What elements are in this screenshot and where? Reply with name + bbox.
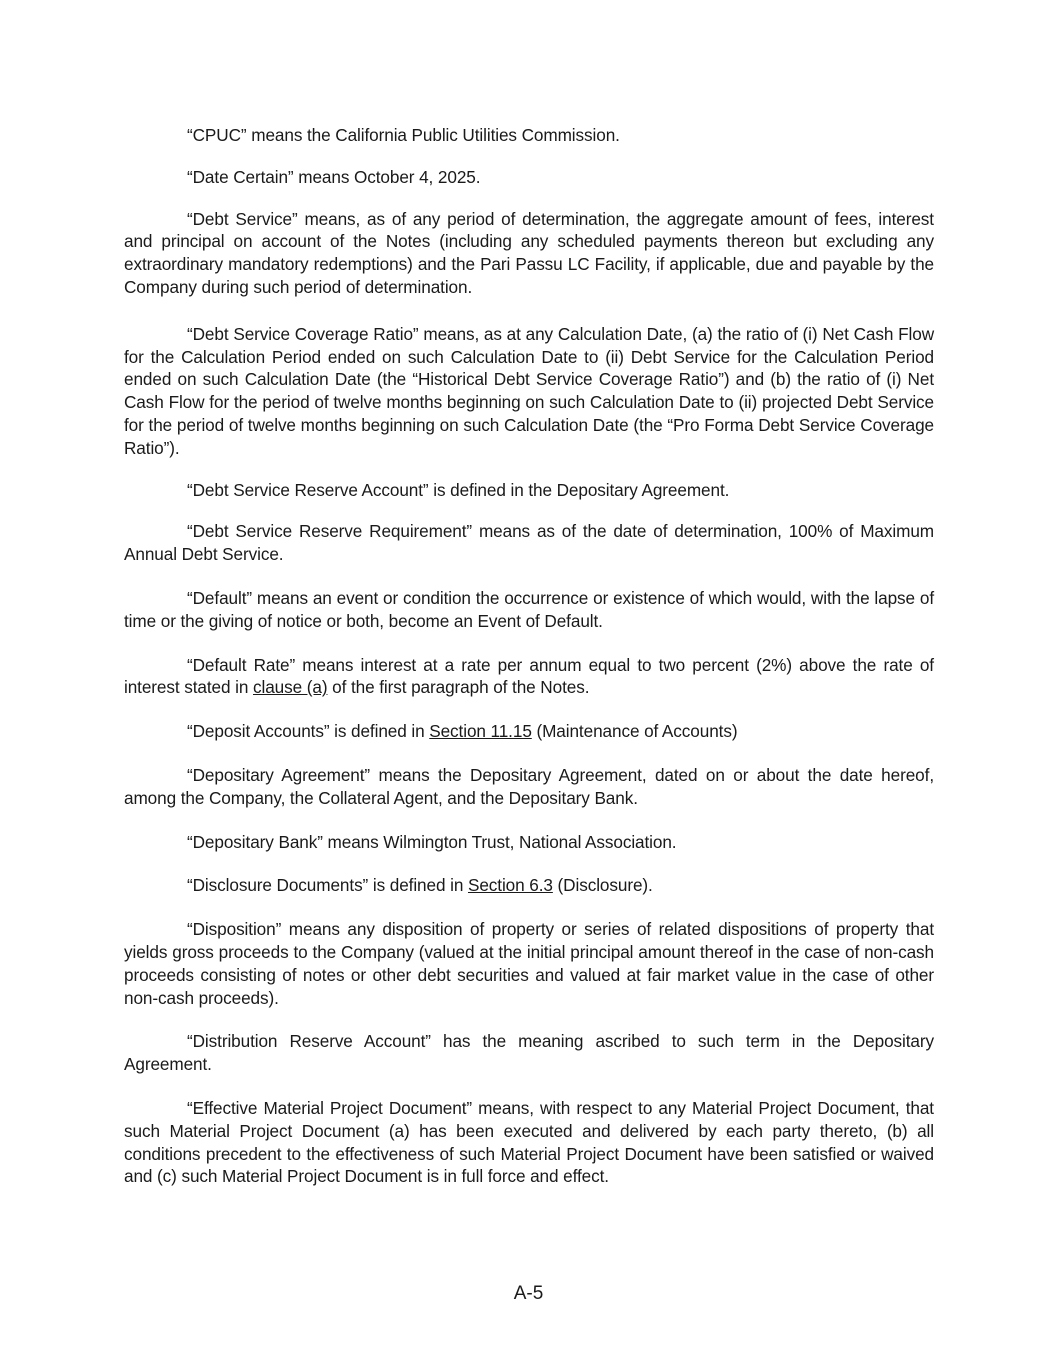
definition-text: means Wilmington Trust, National Association. [322, 831, 677, 852]
definition-effective-material-project-document [124, 1097, 934, 1188]
definition-text: means, with respect to any Material Project Document, that such Material Project Document (a) has been executed and delivered by each party thereto, (b) all conditions precedent to the effectiveness of such Material Project Document have been satisfied or waived and (c) such Material Project Document is in full force and effect. [124, 1097, 934, 1187]
defined-term: “Distribution Reserve Account” [187, 1031, 431, 1052]
defined-term: “Effective Material Project Document” [187, 1097, 473, 1118]
definition-text: means as of the date of determination, 100% of Maximum Annual Debt Service. [124, 521, 934, 565]
definition-text: means, as of any period of determination, the aggregate amount of fees, interest and principal on account of the Notes (including any scheduled payments thereon but excluding any extraordinary mandatory redemptions) and the Pari Passu LC Facility, if applicable, due and payable by the Company during such period of determination. [124, 208, 934, 297]
definition-deposit-accounts [124, 720, 934, 743]
definition-dscr [124, 323, 934, 460]
definition-distribution-reserve-account [124, 1030, 934, 1076]
definition-text-after: (Disclosure). [552, 875, 653, 896]
defined-term: “Date Certain” [187, 166, 294, 187]
document-body [124, 124, 934, 1209]
definition-text: is defined in the Depositary Agreement. [428, 479, 730, 500]
defined-term: “Disposition” [187, 919, 282, 940]
defined-term: “Default” [187, 587, 253, 608]
definition-text: means October 4, 2025. [293, 166, 481, 187]
definition-text: means the Depositary Agreement, dated on or about the date hereof, among the Company, the Collateral Agent, and the Depositary Bank. [124, 764, 934, 808]
definition-text: means interest at a rate per annum equal to two percent (2%) above the rate of interest stated in [124, 654, 934, 698]
defined-term: “Debt Service Coverage Ratio” [187, 323, 419, 344]
defined-term: “Default Rate” [187, 654, 296, 675]
definition-date-certain [124, 166, 934, 189]
defined-term: “Disclosure Documents” [187, 875, 369, 896]
definition-text: is defined in [329, 721, 430, 742]
defined-term: “Deposit Accounts” [187, 721, 330, 742]
clause-a-link[interactable]: clause (a) [253, 677, 328, 698]
definition-text: means any disposition of property or series of related dispositions of property that yields gross proceeds to the Company (valued at the initial principal amount thereof in the case of non-cash proceeds consisting of notes or other debt securities and valued at fair market value in the case of other non-cash proceeds). [124, 919, 934, 1008]
section-11-15-link[interactable]: Section 11.15 [429, 721, 532, 742]
definition-depositary-agreement [124, 764, 934, 810]
definition-disclosure-documents [124, 874, 934, 897]
defined-term: “Depositary Agreement” [187, 764, 371, 785]
defined-term: “CPUC” [187, 125, 247, 145]
definition-default [124, 587, 934, 633]
definition-text-after: of the first paragraph of the Notes. [327, 677, 590, 698]
definition-depositary-bank [124, 831, 934, 854]
definition-text: means, as at any Calculation Date, (a) the ratio of (i) Net Cash Flow for the Calculation Period ended on such Calculation Date to (ii) Debt Service for the Calculation Period ended on such Calculation Date (the “Historical Debt Service Coverage Ratio”) and (b) the ratio of (i) Net Cash Flow for the period of twelve months beginning on such Calculation Date to (ii) projected Debt Service for the period of twelve months beginning on such Calculation Date (the “Pro Forma Debt Service Coverage Ratio”). [124, 323, 935, 458]
definition-text-after: (Maintenance of Accounts) [531, 721, 738, 742]
definition-dsra [124, 479, 934, 502]
section-6-3-link[interactable]: Section 6.3 [467, 875, 553, 896]
definition-text: means an event or condition the occurrence or existence of which would, with the lapse of time or the giving of notice or both, become an Event of Default. [124, 587, 934, 631]
defined-term: “Depositary Bank” [187, 831, 323, 852]
definition-debt-service [124, 208, 934, 299]
definition-dsrr [124, 520, 934, 566]
page-number: A-5 [513, 1283, 544, 1304]
defined-term: “Debt Service Reserve Requirement” [187, 521, 473, 542]
definition-text: means the California Public Utilities Commission. [246, 125, 620, 145]
defined-term: “Debt Service” [187, 208, 298, 229]
definition-disposition [124, 918, 934, 1009]
definition-default-rate [124, 654, 934, 700]
defined-term: “Debt Service Reserve Account” [187, 479, 429, 500]
definition-cpuc [124, 124, 934, 147]
definition-text: has the meaning ascribed to such term in the Depositary Agreement. [124, 1031, 934, 1075]
definition-text: is defined in [368, 875, 468, 896]
